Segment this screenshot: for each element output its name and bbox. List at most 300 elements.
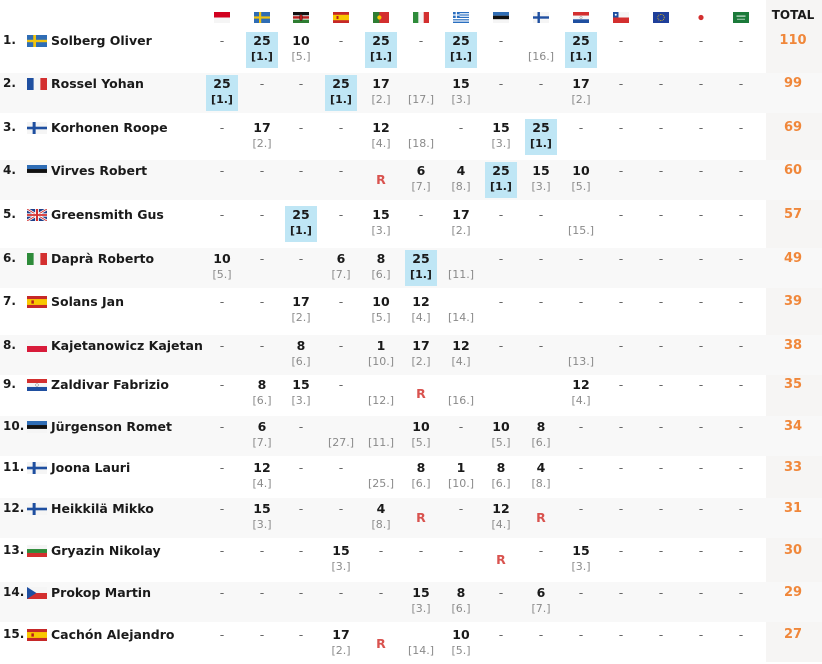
result-cell [601,119,641,136]
points-value: 6 [257,419,267,434]
points-value: - [738,251,744,266]
total-points: 35 [783,377,803,392]
result-cell [281,75,321,92]
spain-flag-icon [27,296,47,308]
result-cell [521,206,561,223]
finish-rank: [4.] [451,355,471,368]
position-number: 11. [3,460,25,474]
result-cell [321,418,361,451]
result-cell [242,418,282,451]
points-value: - [219,543,225,558]
finish-rank: [4.] [411,311,431,324]
position-number: 15. [3,627,25,641]
driver-name[interactable]: Rossel Yohan [51,76,144,91]
result-cell [561,418,601,435]
kenya-flag-icon [293,12,309,23]
points-value: - [698,627,704,642]
result-cell [441,293,481,326]
result-cell [401,119,441,152]
finish-rank: [5.] [411,436,431,449]
finish-rank: [4.] [371,137,391,150]
retired-mark: R [416,510,426,525]
result-cell [721,75,761,92]
sweden-flag-icon [27,35,47,47]
result-cell [721,418,761,435]
points-value: - [618,338,624,353]
result-cell [281,459,321,476]
total-header: TOTAL [771,8,815,22]
driver-name[interactable]: Solans Jan [51,294,124,309]
driver-name[interactable]: Jürgenson Romet [51,419,173,434]
finish-rank: [27.] [327,436,355,449]
points-value [361,418,401,435]
position-number: 12. [3,501,25,515]
points-value: - [298,501,304,516]
finish-rank: [17.] [407,93,435,106]
points-value: - [658,543,664,558]
result-cell [441,75,481,108]
result-cell [242,459,282,492]
points-value: - [259,207,265,222]
result-cell [721,542,761,559]
points-value: - [458,120,464,135]
finish-rank: [3.] [331,560,351,573]
result-cell [681,542,721,559]
points-value [521,376,561,393]
points-value: 6 [416,163,426,178]
result-cell [361,542,401,559]
finish-rank: [11.] [447,268,475,281]
japan-flag-icon [693,12,709,23]
points-value: 8 [496,460,506,475]
total-points: 39 [783,294,803,309]
points-value: 10 [292,33,310,48]
result-cell [401,459,441,492]
result-cell [321,337,361,354]
result-cell [441,542,481,559]
points-value: 25 [372,33,390,48]
result-cell [202,542,242,559]
points-value: - [618,33,624,48]
table-row[interactable] [0,73,822,113]
finish-rank: [8.] [451,180,471,193]
result-cell [481,337,521,354]
total-points: 30 [783,543,803,558]
result-cell [601,337,641,354]
result-cell [481,162,521,195]
result-cell [361,459,401,492]
finish-rank: [7.] [252,436,272,449]
driver-name[interactable]: Greensmith Gus [51,207,164,222]
result-cell [601,32,641,49]
monaco-flag-icon [214,12,230,23]
result-cell [242,293,282,310]
result-cell [521,75,561,92]
result-cell [401,32,441,49]
points-value: - [418,543,424,558]
points-value: 8 [296,338,306,353]
points-value: - [658,419,664,434]
points-value: - [338,460,344,475]
driver-name[interactable]: Prokop Martin [51,585,151,600]
result-cell [361,293,401,326]
points-value: - [618,419,624,434]
saudi-arabia-flag-icon [733,12,749,23]
result-cell [321,75,361,108]
result-cell [321,250,361,283]
points-value: - [219,338,225,353]
finish-rank: [5.] [371,311,391,324]
points-value: 10 [372,294,390,309]
paraguay-flag-icon [27,379,47,391]
driver-name[interactable]: Korhonen Roope [51,120,168,135]
points-value: - [219,460,225,475]
result-cell [521,459,561,492]
points-value: 25 [332,76,350,91]
result-cell [481,376,521,393]
table-row[interactable] [0,291,822,331]
uk-flag-icon [27,209,47,221]
points-value: 17 [412,338,430,353]
result-cell [361,337,401,370]
finish-rank: [5.] [212,268,232,281]
finland-flag-icon [533,12,549,23]
table-row[interactable] [0,416,822,456]
points-value: - [658,163,664,178]
result-cell [441,206,481,239]
points-value: - [738,460,744,475]
retired-mark: R [376,636,386,651]
points-value: 8 [536,419,546,434]
table-row[interactable] [0,117,822,157]
points-value: - [219,294,225,309]
points-value: 12 [253,460,271,475]
finish-rank: [4.] [252,477,272,490]
total-points: 33 [783,460,803,475]
result-cell [361,162,401,188]
spain-flag-icon [27,629,47,641]
points-value: - [618,163,624,178]
total-points: 99 [783,76,803,91]
table-row[interactable] [0,498,822,538]
finland-flag-icon [27,503,47,515]
result-cell [561,626,601,643]
result-cell [681,459,721,476]
table-row[interactable] [0,540,822,580]
driver-name[interactable]: Zaldivar Fabrizio [51,377,169,392]
chile-flag-icon [613,12,629,23]
points-value: - [658,33,664,48]
finish-rank: [5.] [571,180,591,193]
points-value: - [259,627,265,642]
table-row[interactable] [0,204,822,244]
result-cell [641,206,681,223]
result-cell [281,542,321,559]
finish-rank: [7.] [411,180,431,193]
result-cell [441,32,481,65]
finish-rank: [2.] [371,93,391,106]
result-cell [441,626,481,659]
points-value [361,459,401,476]
points-value: 4 [376,501,386,516]
finish-rank: [2.] [571,93,591,106]
result-cell [242,500,282,533]
points-value: 8 [456,585,466,600]
result-cell [721,250,761,267]
table-row[interactable] [0,30,822,70]
result-cell [401,162,441,195]
table-row[interactable] [0,582,822,622]
result-cell [361,584,401,601]
spain-flag-icon [333,12,349,23]
table-row[interactable] [0,160,822,200]
result-cell [281,337,321,370]
points-value: - [618,207,624,222]
points-value: - [259,294,265,309]
result-cell [721,119,761,136]
points-value: - [578,460,584,475]
points-value: - [538,294,544,309]
finish-rank: [15.] [567,224,595,237]
points-value: 10 [492,419,510,434]
position-number: 5. [3,207,16,221]
paraguay-flag-icon [573,12,589,23]
result-cell [281,119,321,136]
points-value: 8 [257,377,267,392]
result-cell [202,500,242,517]
greece-flag-icon [453,12,469,23]
points-value: - [698,76,704,91]
points-value: - [618,501,624,516]
result-cell [202,206,242,223]
result-cell [202,293,242,310]
points-value: - [658,207,664,222]
driver-name[interactable]: Heikkilä Mikko [51,501,154,516]
points-value: 17 [372,76,390,91]
result-cell [401,418,441,451]
result-cell [401,250,441,283]
points-value: - [618,251,624,266]
result-cell [681,75,721,92]
points-value: - [618,627,624,642]
points-value: 17 [292,294,310,309]
result-cell [242,584,282,601]
points-value: - [738,294,744,309]
result-cell [681,119,721,136]
result-cell [281,162,321,179]
points-value: - [538,338,544,353]
finish-rank: [6.] [531,436,551,449]
points-value: - [578,251,584,266]
result-cell [202,376,242,393]
points-value: - [618,460,624,475]
estonia-flag-icon [493,12,509,23]
finish-rank: [6.] [451,602,471,615]
points-value: 17 [332,627,350,642]
total-points: 29 [783,585,803,600]
result-cell [641,337,681,354]
result-cell [721,584,761,601]
result-cell [481,418,521,451]
points-value: - [458,543,464,558]
finish-rank: [14.] [407,644,435,657]
finish-rank: [4.] [491,518,511,531]
points-value: - [219,585,225,600]
result-cell [321,32,361,49]
points-value: 15 [452,76,470,91]
points-value: - [338,338,344,353]
points-value: - [298,627,304,642]
result-cell [401,584,441,617]
result-cell [202,250,242,283]
result-cell [321,584,361,601]
result-cell [521,626,561,643]
italy-flag-icon [413,12,429,23]
points-value: 25 [572,33,590,48]
result-cell [521,542,561,559]
finish-rank: [1.] [251,50,273,63]
result-cell [242,376,282,409]
driver-name[interactable]: Solberg Oliver [51,33,152,48]
points-value: - [498,294,504,309]
result-cell [202,162,242,179]
result-cell [481,542,521,568]
finish-rank: [1.] [530,137,552,150]
result-cell [601,626,641,643]
result-cell [441,162,481,195]
points-value: 25 [213,76,231,91]
table-row[interactable] [0,248,822,288]
result-cell [202,337,242,354]
points-value: - [418,33,424,48]
points-value: - [498,207,504,222]
driver-name[interactable]: Joona Lauri [51,460,131,475]
result-cell [561,459,601,476]
points-value: - [698,543,704,558]
result-cell [561,337,601,370]
points-value: - [698,338,704,353]
result-cell [202,32,242,49]
finish-rank: [2.] [252,137,272,150]
points-value: - [538,627,544,642]
result-cell [601,418,641,435]
points-value: 12 [452,338,470,353]
result-cell [721,459,761,476]
points-value: 15 [292,377,310,392]
result-cell [281,32,321,65]
result-cell [521,162,561,195]
points-value: - [338,33,344,48]
points-value: 17 [253,120,271,135]
result-cell [481,459,521,492]
points-value: - [658,501,664,516]
result-cell [721,626,761,643]
result-cell [441,250,481,283]
finish-rank: [4.] [571,394,591,407]
result-cell [601,162,641,179]
finish-rank: [1.] [290,224,312,237]
points-value: 10 [412,419,430,434]
driver-name[interactable]: Virves Robert [51,163,148,178]
points-value: - [259,163,265,178]
points-value: - [498,585,504,600]
finish-rank: [3.] [252,518,272,531]
points-value: - [338,294,344,309]
points-value: - [578,419,584,434]
result-cell [321,206,361,223]
driver-name[interactable]: Kajetanowicz Kajetan [51,338,203,353]
driver-name[interactable]: Cachón Alejandro [51,627,175,642]
points-value: 15 [532,163,550,178]
points-value: - [578,294,584,309]
points-value: - [498,251,504,266]
points-value: - [618,76,624,91]
points-value: - [538,543,544,558]
estonia-flag-icon [27,421,47,433]
table-row[interactable] [0,374,822,414]
points-value: 10 [452,627,470,642]
driver-name[interactable]: Daprà Roberto [51,251,155,266]
result-cell [641,32,681,49]
finish-rank: [3.] [291,394,311,407]
points-value: - [618,585,624,600]
finish-rank: [1.] [410,268,432,281]
result-cell [361,500,401,533]
driver-name[interactable]: Gryazin Nikolay [51,543,161,558]
total-points: 31 [783,501,803,516]
points-value: - [259,543,265,558]
points-value: - [738,543,744,558]
result-cell [481,32,521,49]
result-cell [202,119,242,136]
total-points: 27 [783,627,803,642]
result-cell [401,626,441,659]
france-flag-icon [27,78,47,90]
position-number: 7. [3,294,16,308]
points-value: 15 [492,120,510,135]
position-number: 1. [3,33,16,47]
points-value: - [338,501,344,516]
finish-rank: [5.] [291,50,311,63]
points-value: - [338,163,344,178]
finish-rank: [14.] [447,311,475,324]
result-cell [681,206,721,223]
result-cell [641,162,681,179]
finish-rank: [2.] [411,355,431,368]
result-cell [242,542,282,559]
points-value [401,626,441,643]
result-cell [281,293,321,326]
points-value: 25 [532,120,550,135]
result-cell [521,376,561,393]
points-value: - [618,120,624,135]
result-cell [321,626,361,659]
result-cell [321,500,361,517]
result-cell [521,418,561,451]
result-cell [481,584,521,601]
points-value: - [378,543,384,558]
finish-rank: [6.] [291,355,311,368]
points-value: - [219,163,225,178]
points-value: - [698,33,704,48]
table-row[interactable] [0,624,822,664]
points-value: - [219,120,225,135]
table-row[interactable] [0,457,822,497]
points-value: 12 [372,120,390,135]
result-cell [641,500,681,517]
finish-rank: [12.] [367,394,395,407]
table-row[interactable] [0,335,822,375]
